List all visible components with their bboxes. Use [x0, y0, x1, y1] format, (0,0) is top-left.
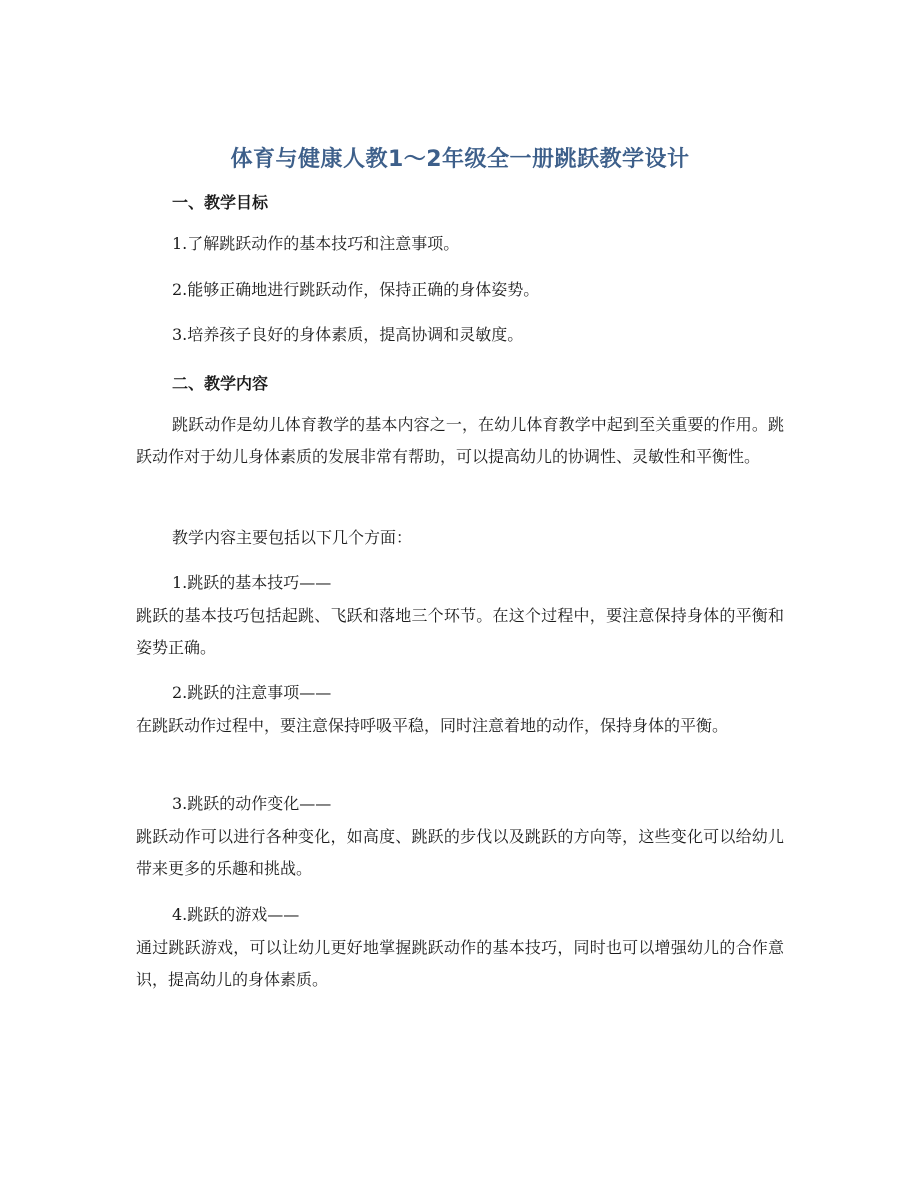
- objective-item: 1.了解跳跃动作的基本技巧和注意事项。: [172, 234, 460, 253]
- point-body: 通过跳跃游戏，可以让幼儿更好地掌握跳跃动作的基本技巧，同时也可以增强幼儿的合作意识，提高幼儿的身体素质。: [136, 938, 784, 989]
- document-title: 体育与健康人教1～2年级全一册跳跃教学设计: [230, 147, 690, 172]
- objective-item: 3.培养孩子良好的身体素质，提高协调和灵敏度。: [172, 325, 524, 344]
- point-title: 3.跳跃的动作变化——: [172, 794, 332, 813]
- section-heading-objectives: 一、教学目标: [172, 193, 269, 212]
- point-body: 在跳跃动作过程中，要注意保持呼吸平稳，同时注意着地的动作，保持身体的平衡。: [136, 716, 729, 735]
- point-title: 2.跳跃的注意事项——: [172, 683, 332, 702]
- point-title: 4.跳跃的游戏——: [172, 905, 300, 924]
- section-heading-content: 二、教学内容: [172, 374, 269, 393]
- point-body: 跳跃动作可以进行各种变化，如高度、跳跃的步伐以及跳跃的方向等，这些变化可以给幼儿带来更多的乐趣和挑战。: [136, 827, 784, 878]
- objective-item: 2.能够正确地进行跳跃动作，保持正确的身体姿势。: [172, 280, 540, 299]
- point-title: 1.跳跃的基本技巧——: [172, 573, 332, 592]
- content-intro-paragraph: 跳跃动作是幼儿体育教学的基本内容之一，在幼儿体育教学中起到至关重要的作用。跳跃动作对于幼儿身体素质的发展非常有帮助，可以提高幼儿的协调性、灵敏性和平衡性。: [136, 415, 784, 466]
- content-lead-text: 教学内容主要包括以下几个方面：: [172, 528, 413, 547]
- point-body: 跳跃的基本技巧包括起跳、飞跃和落地三个环节。在这个过程中，要注意保持身体的平衡和姿势正确。: [136, 606, 784, 657]
